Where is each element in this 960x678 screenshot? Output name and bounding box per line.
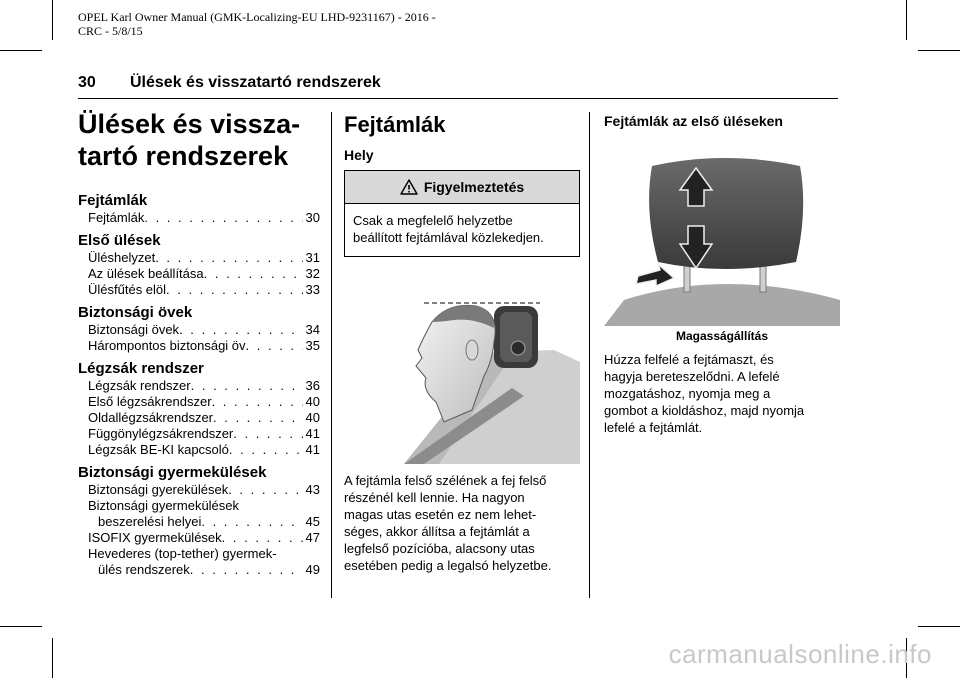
toc-entry[interactable] [78,338,320,354]
toc-page: 32 [305,266,320,281]
crop-mark [906,0,907,40]
toc-entry-label: Légzsák rendszer [88,378,191,393]
toc-page: 41 [305,426,320,441]
toc-leader [213,410,303,426]
toc-entry-label: Első légzsákrendszer [88,394,212,409]
paragraph-line: A fejtámla felső szélének a fej felső [344,473,547,488]
toc-leader [166,282,302,298]
toc-entry[interactable] [78,394,320,410]
toc-page: 49 [305,562,320,577]
meta-line: OPEL Karl Owner Manual (GMK-Localizing-EU LHD-9231167) - 2016 - [78,10,436,24]
warning-title: Figyelmeztetés [423,179,525,195]
paragraph-line: lefelé a fejtámlát. [604,420,703,435]
crop-mark [918,50,960,51]
paragraph-line: esetében pedig a legalsó helyzetbe. [344,558,552,573]
crop-mark [0,626,42,627]
table-of-contents [78,192,320,584]
paragraph-line: részénél kell lennie. Ha nagyon [344,490,525,505]
toc-heading: Biztonsági övek [78,304,193,321]
chapter-title-line: tartó rendszerek [78,141,289,171]
crop-mark [52,638,53,678]
paragraph-line: gombot a kioldáshoz, majd nyomja [604,403,805,418]
column-divider [331,112,332,598]
toc-page: 30 [305,210,320,225]
warning-text-line: Csak a megfelelő helyzetbe [353,213,513,228]
warning-header [345,171,579,204]
toc-page: 31 [305,250,320,265]
toc-entry[interactable] [78,250,320,266]
paragraph-line: mozgatáshoz, nyomja meg a [604,386,771,401]
section-title: Fejtámlák [344,112,446,137]
meta-line: CRC - 5/8/15 [78,24,143,38]
toc-entry-label: Biztonsági övek [88,322,180,337]
toc-leader [212,394,303,410]
toc-entry[interactable] [78,410,320,426]
toc-entry-label: Az ülések beállítása [88,266,204,281]
toc-entry[interactable] [78,426,320,442]
page-header [78,72,838,99]
arrow-right-icon [636,264,674,286]
toc-entry-label: Hárompontos biztonsági öv [88,338,246,353]
toc-leader [204,266,303,282]
toc-entry-label-cont: beszerelési helyei [98,514,202,529]
crop-mark [918,626,960,627]
toc-entry-label: Üléshelyzet [88,250,156,265]
crop-mark [0,50,42,51]
toc-entry[interactable] [78,482,320,498]
toc-entry-label: Hevederes (top-tether) gyermek- [88,546,277,561]
toc-leader [229,442,303,458]
toc-page: 43 [305,482,320,497]
toc-leader [144,210,302,226]
toc-entry[interactable] [78,378,320,394]
toc-page: 33 [305,282,320,297]
warning-triangle-icon [400,179,418,195]
figure-caption: Magasságállítás [675,329,769,343]
toc-section [78,232,320,298]
toc-page: 45 [305,514,320,529]
toc-entry[interactable] [78,498,320,530]
toc-entry[interactable] [78,266,320,282]
toc-entry-label: Biztonsági gyermekülések [88,498,240,513]
toc-entry[interactable] [78,282,320,298]
toc-leader [179,322,302,338]
toc-section [78,304,320,354]
toc-entry-label: Oldallégzsákrendszer [88,410,214,425]
toc-section [78,464,320,578]
toc-page: 40 [305,394,320,409]
toc-entry-label: Légzsák BE-KI kapcsoló [88,442,229,457]
toc-leader [190,562,303,578]
toc-section [78,360,320,458]
toc-section [78,192,320,226]
page-number: 30 [78,74,96,91]
toc-page: 35 [305,338,320,353]
column-divider [589,112,590,598]
paragraph-line: hagyja bereteszelődni. A lefelé [604,369,780,384]
toc-leader [191,378,303,394]
chapter-title [78,108,318,172]
toc-page: 41 [305,442,320,457]
toc-entry[interactable] [78,442,320,458]
toc-entry-label: ISOFIX gyermekülések [88,530,222,545]
toc-leader [233,426,302,442]
watermark: carmanualsonline.info [668,639,932,669]
headrest-paragraph [344,472,580,574]
crop-mark [52,0,53,40]
running-title: Ülések és visszatartó rendszerek [130,74,381,91]
toc-leader [201,514,302,530]
toc-entry[interactable] [78,322,320,338]
paragraph-line: Húzza felfelé a fejtámaszt, és [604,352,774,367]
toc-page: 47 [305,530,320,545]
toc-entry-label: Fejtámlák [88,210,145,225]
toc-entry-label: Biztonsági gyerekülések [88,482,229,497]
toc-leader [228,482,302,498]
toc-entry-label: Ülésfűtés elöl [88,282,167,297]
toc-leader [222,530,303,546]
document-meta [78,10,436,38]
toc-entry-label-cont: ülés rendszerek [98,562,190,577]
chapter-title-line: Ülések és vissza- [78,109,301,139]
height-adjust-illustration [604,150,840,326]
toc-leader [155,250,302,266]
head-position-illustration [344,292,580,464]
toc-heading: Fejtámlák [78,192,148,209]
toc-entry[interactable] [78,546,320,578]
paragraph-line: legfelső pozícióba, alacsony utas [344,541,535,556]
warning-text-line: beállított fejtámlával közlekedjen. [353,230,544,245]
toc-page: 34 [305,322,320,337]
toc-page: 40 [305,410,320,425]
toc-heading: Biztonsági gyermekülések [78,464,267,481]
toc-heading: Első ülések [78,232,161,249]
paragraph-line: séges, akkor állítsa a fejtámlát a [344,524,530,539]
warning-box [344,170,580,257]
warning-body [345,204,579,256]
adjust-paragraph [604,351,844,436]
toc-entry-label: Függönylégzsákrendszer [88,426,234,441]
toc-leader [246,338,303,354]
paragraph-line: magas utas esetén ez nem lehet- [344,507,537,522]
toc-heading: Légzsák rendszer [78,360,204,377]
toc-entry[interactable] [78,210,320,226]
subsection-heading: Hely [344,147,374,163]
toc-entry[interactable] [78,530,320,546]
front-headrests-heading: Fejtámlák az első üléseken [604,113,783,129]
toc-page: 36 [305,378,320,393]
